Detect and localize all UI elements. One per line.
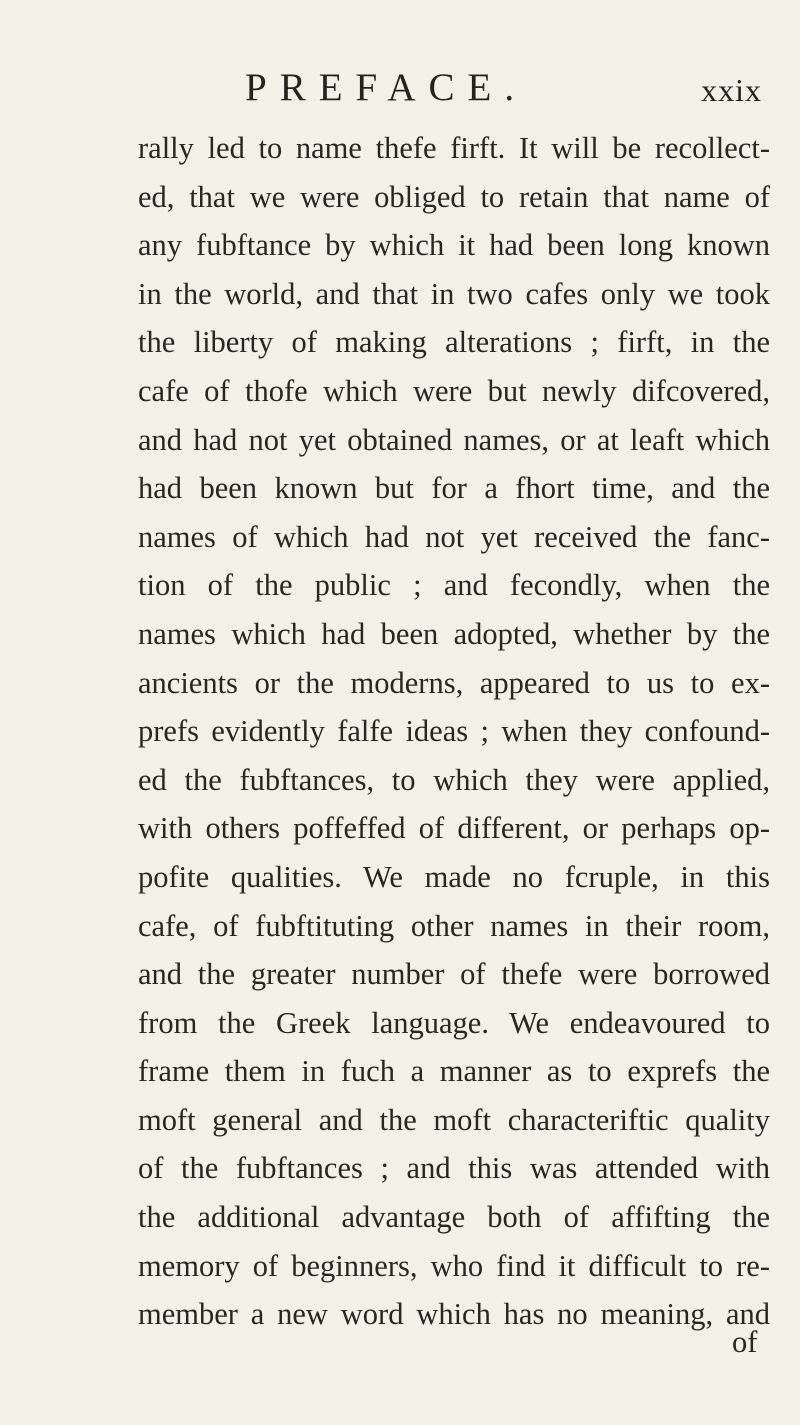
text-line: moft general and the moft characteriftic quality: [138, 1102, 770, 1137]
text-line: ed, that we were obliged to retain that name of: [138, 179, 770, 214]
text-line: had been known but for a fhort time, and the: [138, 471, 770, 506]
running-head-title: PREFACE.: [245, 66, 528, 109]
text-line: names of which had not yet received the fanc-: [138, 519, 770, 554]
text-line: frame them in fuch a manner as to exprefs the: [138, 1054, 770, 1089]
text-line: ancients or the moderns, appeared to us to ex-: [138, 665, 770, 700]
text-line: cafe, of fubftituting other names in their room,: [138, 908, 770, 943]
text-line: memory of beginners, who find it difficult to re-: [138, 1248, 770, 1283]
text-line: from the Greek language. We endeavoured to: [138, 1005, 770, 1040]
text-line: member a new word which has no meaning, and: [138, 1297, 770, 1332]
text-line: and the greater number of thefe were borrowed: [138, 957, 770, 992]
text-line: prefs evidently falfe ideas ; when they confound-: [138, 714, 770, 749]
text-line: cafe of thofe which were but newly difcovered,: [138, 373, 770, 408]
text-line: names which had been adopted, whether by the: [138, 616, 770, 651]
text-line: the liberty of making alterations ; firft, in the: [138, 325, 770, 360]
text-line: tion of the public ; and fecondly, when the: [138, 568, 770, 603]
running-head: [245, 58, 762, 118]
text-line: with others poffeffed of different, or perhaps op-: [138, 811, 770, 846]
text-line: ed the fubftances, to which they were applied,: [138, 762, 770, 797]
page-number: xxix: [701, 72, 762, 108]
text-line: any fubftance by which it had been long known: [138, 228, 770, 263]
body-text: [138, 124, 770, 1339]
text-line: rally led to name thefe firft. It will be recollect-: [138, 131, 770, 165]
text-line: and had not yet obtained names, or at leaft which: [138, 422, 770, 457]
text-line: of the fubftances ; and this was attended with: [138, 1151, 770, 1186]
text-line: in the world, and that in two cafes only we took: [138, 276, 770, 311]
text-line: the additional advantage both of affifting the: [138, 1200, 770, 1235]
text-line: pofite qualities. We made no fcruple, in this: [138, 859, 770, 894]
catchword: of: [732, 1325, 758, 1359]
